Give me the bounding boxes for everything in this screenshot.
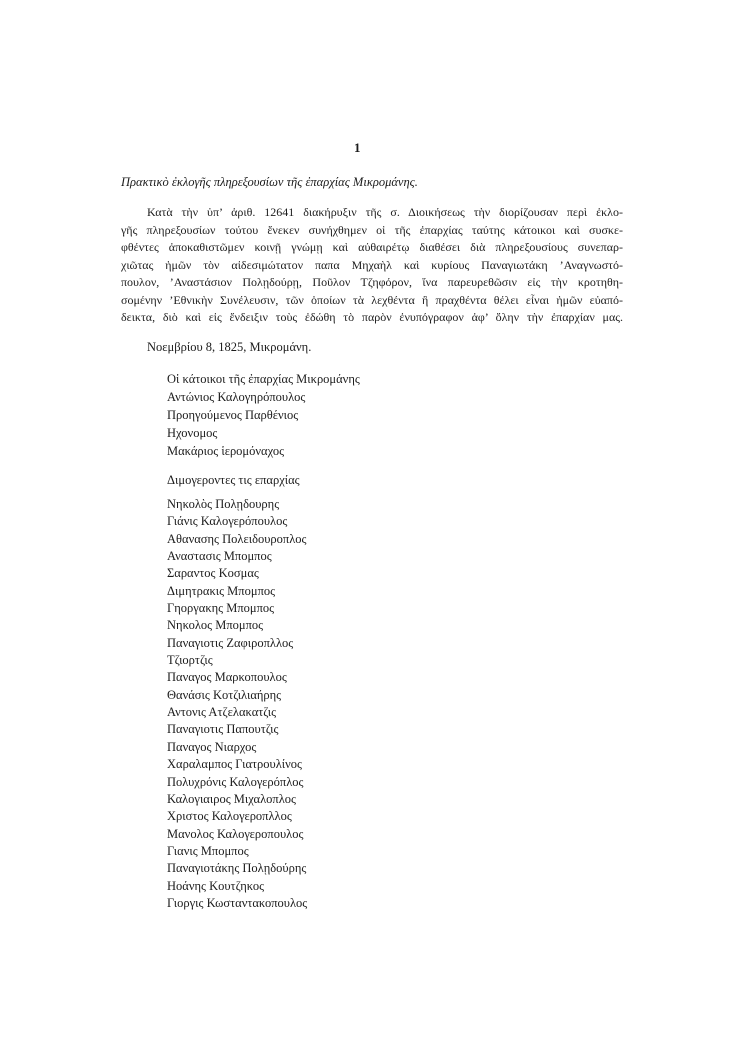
date-line: Νοεμβρίου 8, 1825, Μικρομάνη. [147, 340, 312, 354]
signature-name: Διμητρακις Μπομπος [167, 583, 276, 598]
signature-name: Τζιορτζις [167, 653, 213, 668]
signature-name: Παναγιοτις Ζαφιροπλλος [167, 635, 294, 650]
signature-name: Αναστασις Μπομπος [167, 549, 272, 564]
paragraph-line: φθέντες ἀποκαθιστῶμεν κοινῇ γνώμῃ καὶ αὐθαιρέτῳ διαθέσει διὰ πληρεξουσίους συνεπαρ- [121, 240, 623, 254]
signature-name: Αθανασης Πολειδουροπλος [167, 531, 307, 546]
signature-name: Γιοργις Κωσταντακοπουλος [167, 895, 308, 910]
signature-name: Νηκολος Μπομπος [167, 618, 264, 633]
signature-name: Γιάνις Καλογερόπουλος [167, 514, 288, 529]
signature-name: Παναγος Νιαρχος [167, 739, 257, 754]
signature-name: Αντονις Ατζελακατζις [167, 705, 277, 720]
signature-name: Ηχονομος [167, 426, 218, 440]
body-paragraph [121, 204, 623, 327]
paragraph-line: Κατὰ τὴν ὑπ’ ἀριθ. 12641 διακήρυξιν τῆς σ. Διοικήσεως τὴν διορίζουσαν περὶ ἐκλο- [147, 205, 623, 219]
signature-name: Αντώνιος Καλογηρόπουλος [167, 390, 306, 404]
elders-heading: Διμογεροντες τις επαρχίας [167, 473, 300, 487]
signature-name: Σαραντος Κοσμας [167, 566, 259, 581]
signature-name: Πολυχρόνις Καλογερόπλος [167, 774, 304, 789]
paragraph-line: δεικτα, διὸ καὶ εἰς ἔνδειξιν τοὺς ἐδώθη τὸ παρὸν ἐνυπόγραφον ἀφ’ ὅλην τὴν ἐπαρχίαν μας. [121, 310, 623, 324]
signature-name: Καλογιαιρος Μιχαλοπλος [167, 791, 296, 806]
signature-name: Παναγιοτις Παπουτζις [167, 722, 279, 737]
signature-name: Γηοργακης Μπομπος [167, 601, 275, 616]
signature-name: Μανολος Καλογεροπουλος [167, 826, 304, 841]
residents-heading: Οἱ κάτοικοι τῆς ἐπαρχίας Μικρομάνης [167, 372, 360, 386]
signature-name: Θανάσις Κοτζιλιαήρης [167, 687, 282, 702]
page-number: 1 [354, 140, 361, 155]
signature-name: Νηκολὸς Πολῃδουρης [167, 497, 280, 511]
paragraph-line: χιῶτας ἡμῶν τὸν αἰδεσιμώτατον παπα Μηχαὴλ καὶ κυρίους Παναγιωτάκη ’Αναγνωστό- [121, 257, 623, 272]
signature-name: Γιανις Μπομπος [167, 843, 249, 858]
elders-signature-list [167, 496, 307, 912]
paragraph-line: γῆς πληρεξουσίων τούτου ἕνεκεν συνήχθημεν οἱ τῆς ἐπαρχίας ταύτης κάτοικοι καὶ συσκε- [121, 222, 623, 237]
document-title: Πρακτικὸ ἐκλογῆς πληρεξουσίων τῆς ἐπαρχίας Μικρομάνης. [121, 175, 418, 189]
signature-name: Χριστος Καλογεροπλλος [167, 809, 292, 824]
signature-name: Χαραλαμπος Γιατρουλίνος [167, 757, 302, 772]
signature-name: Παναγιοτάκης Πολῃδούρης [167, 861, 307, 876]
signature-name: Ηοάνης Κουτζηκος [167, 878, 265, 893]
paragraph-line: πουλον, ’Αναστάσιον Πολῃδούρῃ, Ποῦλον Τζηφόρον, ἵνα παρευρεθῶσιν εἰς τὴν κροτηθη- [121, 275, 623, 289]
residents-signature-block [167, 370, 360, 460]
signature-name: Παναγος Μαρκοπουλος [167, 670, 287, 685]
paragraph-line: σομένην ’Εθνικὴν Συνέλευσιν, τῶν ὁποίων τὰ λεχθέντα ἢ πραχθέντα θέλει εἶναι ἡμῶν εὐαπό- [121, 292, 623, 307]
signature-name: Μακάριος ἱερομόναχος [167, 444, 285, 458]
signature-name: Προηγούμενος Παρθένιος [167, 408, 299, 422]
